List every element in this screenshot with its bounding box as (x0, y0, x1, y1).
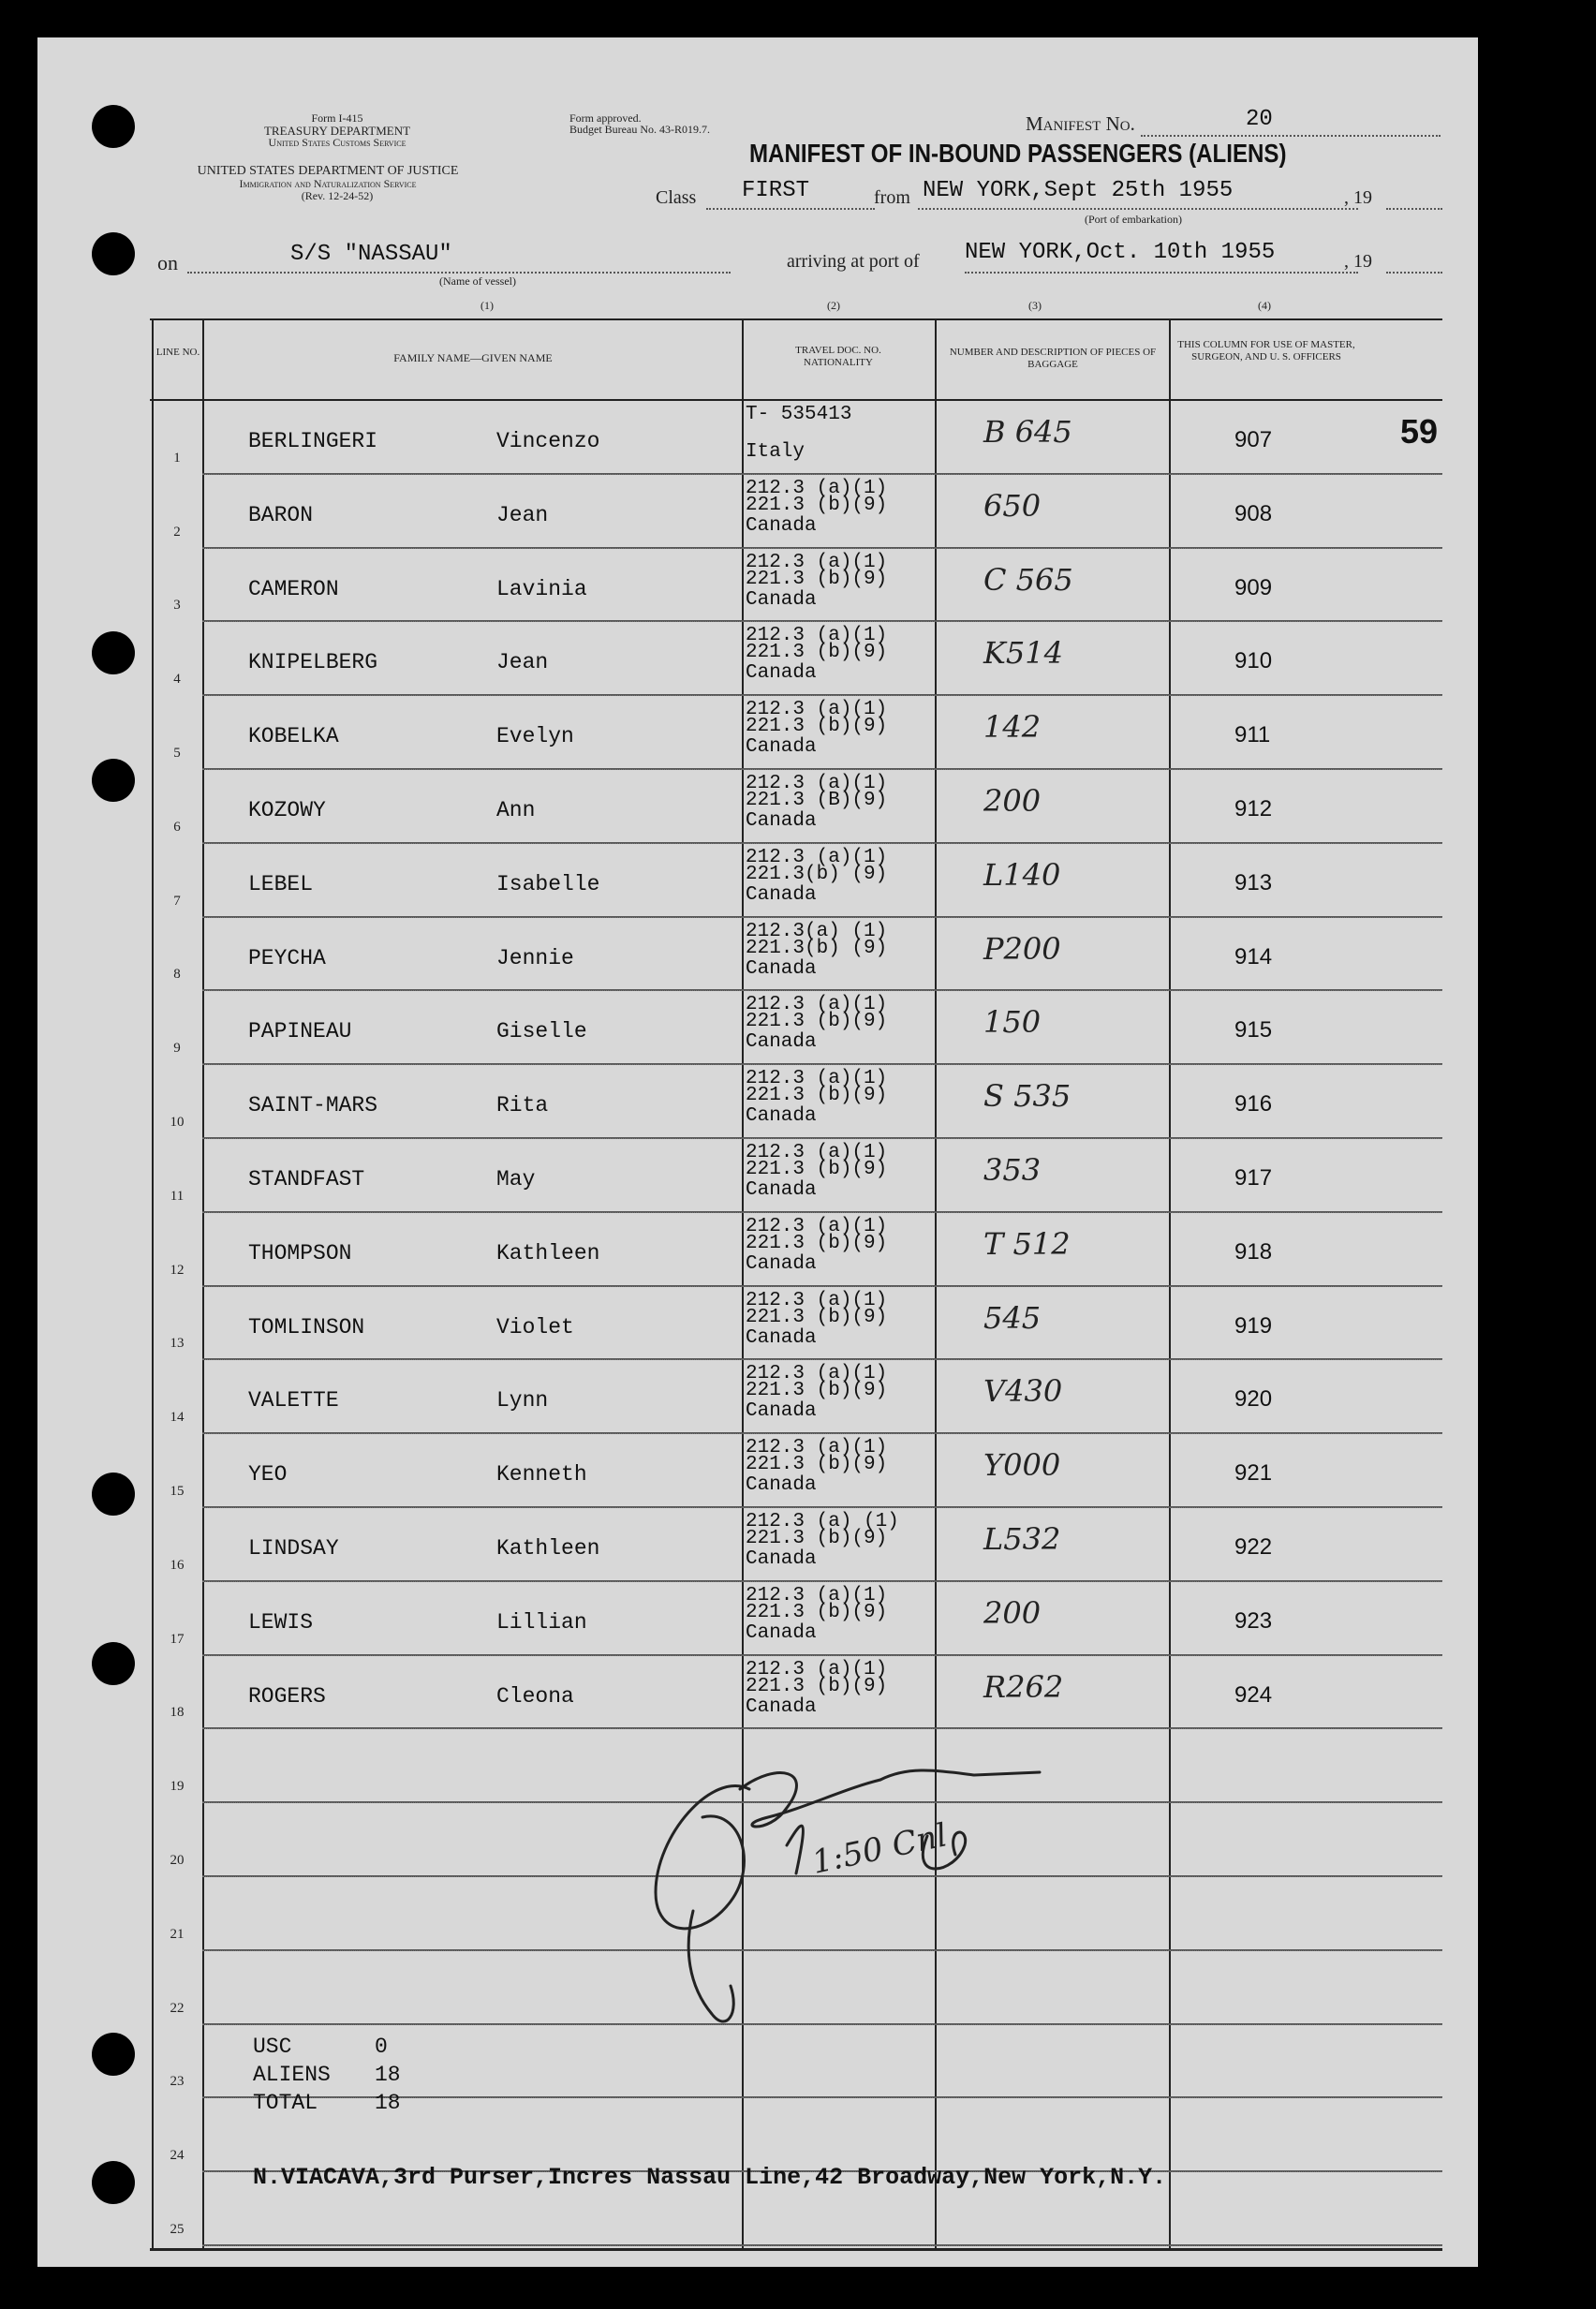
line-number: 11 (170, 1188, 185, 1204)
travel-doc-line2: 221.3 (b)(9) (746, 1601, 888, 1623)
line-number: 2 (173, 524, 181, 540)
arriving-label: arriving at port of (787, 251, 920, 272)
signature-note: 1:50 Cnl (808, 1816, 951, 1882)
row-rule (202, 547, 1442, 549)
family-name: LEBEL (248, 871, 314, 896)
col-head-travel-doc: TRAVEL DOC. NO. NATIONALITY (795, 345, 881, 368)
manifest-page (37, 37, 1478, 2267)
line-number: 6 (173, 819, 181, 835)
officer-number: 913 (1234, 869, 1273, 895)
col-num-1: (1) (480, 299, 494, 312)
totals-block (253, 2033, 401, 2117)
manifest-no-value: 20 (1246, 107, 1273, 132)
nationality: Canada (746, 1695, 817, 1718)
baggage-entry: 200 (983, 783, 1042, 819)
from-year-suffix: , 19 (1344, 187, 1372, 208)
row-rule (202, 1063, 1442, 1065)
usc-value: 0 (375, 2035, 388, 2059)
nationality: Canada (746, 1252, 817, 1275)
baggage-entry: Y000 (983, 1447, 1061, 1484)
travel-doc-line1: 212.3 (a)(1) (746, 773, 888, 794)
baggage-entry: 200 (983, 1594, 1042, 1631)
baggage-entry: R262 (983, 1668, 1064, 1705)
header-bottom-rule (150, 399, 1442, 401)
baggage-entry: K514 (983, 635, 1063, 672)
usc-row (253, 2033, 401, 2061)
family-name: LEWIS (248, 1609, 314, 1635)
family-name: LINDSAY (248, 1536, 339, 1561)
travel-doc-line1: 212.3 (a) (1) (746, 1511, 899, 1532)
nationality: Canada (746, 588, 817, 611)
nationality: Canada (746, 1548, 817, 1570)
given-name: Jean (496, 502, 549, 527)
line-number: 10 (170, 1115, 185, 1130)
col-head-line-no: LINE NO. (155, 347, 200, 358)
page-number: 59 (1400, 412, 1439, 451)
row-rule (202, 2244, 1442, 2246)
travel-doc-line1: 212.3(a) (1) (746, 920, 888, 942)
travel-doc-line2: 221.3 (b)(9) (746, 494, 888, 516)
on-label: on (157, 251, 178, 274)
baggage-entry: P200 (983, 930, 1061, 967)
officer-number: 912 (1234, 796, 1273, 821)
given-name: Violet (496, 1314, 574, 1340)
row-rule (202, 473, 1442, 475)
family-name: KOZOWY (248, 798, 326, 822)
travel-doc-line2: 221.3 (b)(9) (746, 642, 888, 664)
family-name: THOMPSON (248, 1240, 352, 1266)
line-number: 17 (170, 1631, 185, 1647)
given-name: Giselle (496, 1019, 587, 1044)
nationality: Canada (746, 1031, 817, 1054)
row-rule (202, 916, 1442, 918)
officer-number: 907 (1234, 427, 1273, 452)
nationality: Canada (746, 514, 817, 537)
travel-doc-line1: 212.3 (a)(1) (746, 1068, 888, 1090)
row-rule (202, 1211, 1442, 1213)
justice-dept: UNITED STATES DEPARTMENT OF JUSTICE (197, 164, 459, 178)
nationality: Canada (746, 736, 817, 759)
total-row (253, 2089, 401, 2117)
line-number: 23 (170, 2074, 185, 2090)
total-label: TOTAL (253, 2091, 318, 2115)
travel-doc-line2: 221.3 (b)(9) (746, 1675, 888, 1697)
from-label: from (874, 187, 910, 208)
officer-number: 917 (1234, 1165, 1273, 1191)
line-number: 19 (170, 1779, 185, 1795)
baggage-entry: 650 (983, 487, 1042, 524)
col-num-3: (3) (1028, 299, 1042, 312)
officer-number: 910 (1234, 648, 1273, 674)
row-rule (202, 1654, 1442, 1656)
officer-number: 923 (1234, 1607, 1273, 1634)
handwritten-signature (599, 1733, 1086, 2042)
travel-doc-line2: 221.3 (b)(9) (746, 1528, 888, 1549)
line-number: 9 (173, 1041, 181, 1057)
baggage-entry: 150 (983, 1004, 1042, 1041)
travel-doc-line1: 212.3 (a)(1) (746, 1142, 888, 1163)
officer-number: 918 (1234, 1238, 1273, 1265)
baggage-entry: 142 (983, 709, 1042, 746)
baggage-entry: V430 (983, 1373, 1063, 1410)
aliens-value: 18 (375, 2063, 401, 2087)
travel-doc-line2: 221.3 (b)(9) (746, 1454, 888, 1476)
given-name: Vincenzo (496, 429, 600, 453)
travel-doc-line2: 221.3 (b)(9) (746, 1232, 888, 1254)
nationality: Canada (746, 1400, 817, 1423)
customs-service: United States Customs Service (268, 136, 406, 149)
family-name: BARON (248, 502, 314, 527)
family-name: ROGERS (248, 1683, 326, 1709)
travel-doc-line2: 221.3 (b)(9) (746, 1306, 888, 1328)
manifest-no-label: Manifest No. (1026, 112, 1135, 135)
line-number: 13 (170, 1336, 185, 1352)
family-name: PAPINEAU (248, 1019, 352, 1044)
row-rule (202, 1285, 1442, 1287)
nationality: Canada (746, 662, 817, 685)
family-name: STANDFAST (248, 1167, 365, 1192)
family-name: VALETTE (248, 1388, 339, 1414)
line-number: 18 (170, 1705, 185, 1721)
officer-number: 909 (1234, 574, 1273, 600)
travel-doc-line1: 212.3 (a)(1) (746, 1584, 888, 1606)
given-name: Lillian (496, 1609, 587, 1635)
line-number: 25 (170, 2222, 185, 2237)
row-rule (202, 1506, 1442, 1508)
class-label: Class (656, 187, 697, 208)
class-value: FIRST (742, 178, 810, 203)
col-head-officers: THIS COLUMN FOR USE OF MASTER, SURGEON, AND U. S. OFFICERS (1177, 339, 1355, 363)
form-number: Form I-415 (311, 111, 363, 125)
table-top-rule (150, 318, 1442, 320)
line-number: 24 (170, 2148, 185, 2164)
line-number: 1 (173, 450, 181, 466)
nationality: Canada (746, 810, 817, 832)
given-name: Kathleen (496, 1536, 600, 1561)
travel-doc-line1: 212.3 (a)(1) (746, 699, 888, 721)
family-name: CAMERON (248, 576, 339, 601)
port-embarkation-note: (Port of embarkation) (1085, 213, 1182, 226)
baggage-entry: S 535 (983, 1078, 1071, 1115)
arrival-year-suffix: , 19 (1344, 251, 1372, 272)
aliens-row (253, 2061, 401, 2089)
revision: (Rev. 12-24-52) (301, 189, 374, 202)
line-number: 12 (170, 1262, 185, 1278)
officer-number: 920 (1234, 1386, 1273, 1413)
baggage-entry: C 565 (983, 561, 1073, 598)
line-number: 16 (170, 1557, 185, 1573)
family-name: KNIPELBERG (248, 650, 378, 675)
officer-number: 915 (1234, 1017, 1273, 1043)
from-value: NEW YORK,Sept 25th 1955 (923, 178, 1234, 203)
given-name: Kathleen (496, 1240, 600, 1266)
family-name: PEYCHA (248, 945, 326, 970)
nationality: Canada (746, 1474, 817, 1497)
vessel-name: S/S "NASSAU" (290, 242, 452, 267)
row-rule (202, 1580, 1442, 1582)
line-number: 15 (170, 1484, 185, 1499)
officer-number: 922 (1234, 1534, 1273, 1560)
baggage-entry: 545 (983, 1299, 1042, 1336)
travel-doc-line1: 212.3 (a)(1) (746, 477, 888, 499)
line-number: 14 (170, 1410, 185, 1426)
family-name: KOBELKA (248, 724, 339, 749)
officer-number: 914 (1234, 943, 1273, 969)
row-rule (202, 694, 1442, 696)
family-name: BERLINGERI (248, 429, 378, 453)
row-rule (202, 768, 1442, 770)
travel-doc-line2: 221.3 (b)(9) (746, 568, 888, 590)
col-num-2: (2) (827, 299, 840, 312)
travel-doc-line1: 212.3 (a)(1) (746, 1658, 888, 1680)
travel-doc-line2: 221.3 (b)(9) (746, 1380, 888, 1402)
total-value: 18 (375, 2091, 401, 2115)
given-name: Jennie (496, 945, 574, 970)
arrival-value: NEW YORK,Oct. 10th 1955 (965, 240, 1276, 265)
row-rule (202, 989, 1442, 991)
line-number: 7 (173, 893, 181, 909)
line-number: 3 (173, 598, 181, 614)
given-name: Ann (496, 798, 536, 822)
line-number: 22 (170, 2000, 185, 2016)
given-name: Kenneth (496, 1462, 587, 1488)
given-name: Evelyn (496, 724, 574, 749)
family-name: SAINT-MARS (248, 1093, 378, 1118)
budget-bureau: Budget Bureau No. 43-R019.7. (569, 123, 710, 136)
table-bottom-rule (150, 2248, 1442, 2251)
family-name: YEO (248, 1462, 288, 1488)
officer-number: 908 (1234, 500, 1273, 526)
row-rule (202, 1727, 1442, 1729)
baggage-entry: T 512 (983, 1225, 1071, 1262)
row-rule (202, 620, 1442, 622)
form-approved: Form approved. (569, 111, 642, 125)
ins-service: Immigration and Naturalization Service (239, 177, 417, 190)
travel-doc-line1: 212.3 (a)(1) (746, 1215, 888, 1237)
usc-label: USC (253, 2035, 292, 2059)
travel-doc-line2: 221.3(b) (9) (746, 863, 888, 885)
line-number: 21 (170, 1926, 185, 1942)
given-name: Cleona (496, 1683, 574, 1709)
line-number: 5 (173, 746, 181, 761)
baggage-entry: L532 (983, 1521, 1061, 1557)
travel-doc-line1: 212.3 (a)(1) (746, 846, 888, 868)
row-rule (202, 1137, 1442, 1139)
nationality: Canada (746, 1105, 817, 1128)
line-number: 8 (173, 967, 181, 983)
treasury-dept: TREASURY DEPARTMENT (263, 124, 411, 138)
col-num-4: (4) (1258, 299, 1271, 312)
nationality: Canada (746, 1326, 817, 1349)
travel-doc-line1: 212.3 (a)(1) (746, 625, 888, 647)
baggage-entry: L140 (983, 856, 1061, 893)
nationality: Canada (746, 957, 817, 980)
officer-number: 916 (1234, 1091, 1273, 1117)
given-name: Lavinia (496, 576, 587, 601)
travel-doc-line1: 212.3 (a)(1) (746, 1363, 888, 1385)
given-name: Lynn (496, 1388, 549, 1414)
aliens-label: ALIENS (253, 2063, 331, 2087)
nationality: Canada (746, 1621, 817, 1644)
row-rule (202, 1358, 1442, 1360)
travel-doc-line1: 212.3 (a)(1) (746, 1437, 888, 1459)
line-number: 20 (170, 1853, 185, 1868)
col-head-name: FAMILY NAME—GIVEN NAME (393, 351, 553, 364)
travel-doc-line1: T- 535413 (746, 404, 852, 425)
nationality: Canada (746, 883, 817, 906)
travel-doc-line2: 221.3 (b)(9) (746, 1159, 888, 1180)
given-name: Rita (496, 1093, 549, 1118)
officer-number: 924 (1234, 1681, 1273, 1708)
given-name: May (496, 1167, 536, 1192)
travel-doc-line2: 221.3 (B)(9) (746, 790, 888, 811)
given-name: Jean (496, 650, 549, 675)
row-rule (202, 842, 1442, 844)
purser-line: N.VIACAVA,3rd Purser,Incres Nassau Line,42 Broadway,New York,N.Y. (253, 2164, 1167, 2191)
line-number: 4 (173, 672, 181, 688)
officer-number: 911 (1234, 722, 1271, 748)
baggage-entry: B 645 (983, 414, 1072, 450)
baggage-entry: 353 (983, 1152, 1042, 1188)
officer-number: 921 (1234, 1460, 1273, 1487)
nationality: Canada (746, 1179, 817, 1201)
given-name: Isabelle (496, 871, 600, 896)
vessel-note: (Name of vessel) (439, 274, 516, 288)
travel-doc-line2: 221.3 (b)(9) (746, 716, 888, 738)
row-rule (202, 1432, 1442, 1434)
travel-doc-line1: 212.3 (a)(1) (746, 1289, 888, 1311)
family-name: TOMLINSON (248, 1314, 365, 1340)
travel-doc-line2: 221.3(b) (9) (746, 937, 888, 959)
travel-doc-line2: 221.3 (b)(9) (746, 1085, 888, 1107)
officer-number: 919 (1234, 1312, 1273, 1339)
nationality: Italy (746, 441, 805, 463)
col-head-baggage: NUMBER AND DESCRIPTION OF PIECES OF BAGGAGE (949, 347, 1157, 370)
travel-doc-line1: 212.3 (a)(1) (746, 551, 888, 573)
travel-doc-line2: 221.3 (b)(9) (746, 1011, 888, 1033)
manifest-title: MANIFEST OF IN-BOUND PASSENGERS (ALIENS) (749, 139, 1287, 168)
travel-doc-line1: 212.3 (a)(1) (746, 994, 888, 1016)
